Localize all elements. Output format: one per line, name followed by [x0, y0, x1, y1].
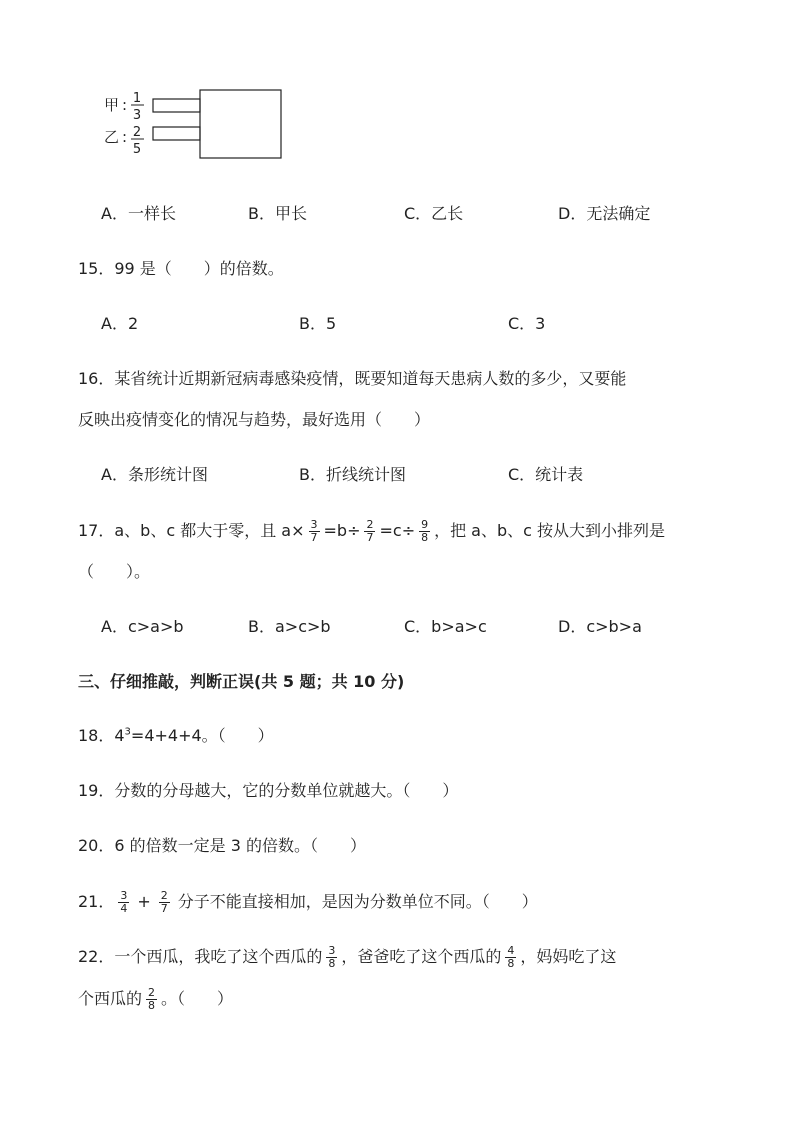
label-yi: 乙	[104, 128, 120, 146]
yi-numerator: 2	[132, 125, 142, 140]
q18-exponent: 3	[124, 726, 131, 738]
q17-part3: =c÷	[379, 521, 416, 540]
q22-line2-part1: 个西瓜的	[78, 989, 143, 1008]
q17-text-line2: （ ）。	[78, 562, 151, 581]
strip-jia	[153, 99, 200, 112]
q17-part2: =b÷	[323, 521, 361, 540]
q22-text-line2	[78, 987, 233, 1012]
q15-option-a[interactable]: A．2	[101, 314, 139, 333]
q22-fraction-2: $\frac{4}{8}$	[507, 944, 515, 970]
q15-option-c[interactable]: C．3	[508, 314, 546, 333]
section-3-heading: 三、仔细推敲，判断正误(共 5 题；共 10 分)	[78, 672, 405, 691]
q18-text	[78, 725, 274, 747]
q17-fraction-3: $\frac{9}{8}$	[421, 518, 429, 544]
strip-figure	[100, 86, 290, 162]
q17-option-c[interactable]: C．b>a>c	[404, 617, 487, 636]
q18-part2: =4+4+4。（ ）	[130, 726, 274, 745]
q21-fraction-1: $\frac{3}{4}$	[120, 889, 128, 915]
label-jia: 甲	[104, 96, 120, 114]
q18-part1: 18．4	[78, 726, 125, 745]
q22-part1: 22．一个西瓜，我吃了这个西瓜的	[78, 947, 323, 966]
yi-denominator: 5	[132, 142, 142, 157]
q17-part1: 17．a、b、c 都大于零，且 a×	[78, 521, 305, 540]
q16-text-line2: 反映出疫情变化的情况与趋势，最好选用（ ）	[78, 410, 431, 429]
q14-option-d[interactable]: D．无法确定	[558, 204, 651, 223]
q22-part2: ，爸爸吃了这个西瓜的	[341, 947, 502, 966]
q17-option-d[interactable]: D．c>b>a	[558, 617, 642, 636]
q16-option-b[interactable]: B．折线统计图	[299, 465, 406, 484]
strip-yi	[153, 127, 200, 140]
q14-option-c[interactable]: C．乙长	[404, 204, 464, 223]
colon-yi: :	[122, 128, 128, 146]
q16-option-a[interactable]: A．条形统计图	[101, 465, 208, 484]
jia-denominator: 3	[132, 108, 142, 123]
q15-text: 15．99 是（ ）的倍数。	[78, 259, 284, 278]
q21-part1: 21．	[78, 892, 115, 911]
q15-option-b[interactable]: B．5	[299, 314, 337, 333]
q19-text: 19．分数的分母越大，它的分数单位就越大。（ ）	[78, 781, 459, 800]
q17-option-b[interactable]: B．a>c>b	[248, 617, 331, 636]
q16-option-c[interactable]: C．统计表	[508, 465, 584, 484]
q22-fraction-1: $\frac{3}{8}$	[328, 944, 336, 970]
q14-option-b[interactable]: B．甲长	[248, 204, 307, 223]
q22-line2-part2: 。（ ）	[161, 989, 234, 1008]
q17-text-line1	[78, 519, 665, 544]
q22-fraction-3: $\frac{2}{8}$	[148, 986, 156, 1012]
q17-part4: ，把 a、b、c 按从大到小排列是	[434, 521, 666, 540]
q21-plus: +	[137, 892, 151, 911]
q21-fraction-2: $\frac{2}{7}$	[160, 889, 168, 915]
q17-fraction-2: $\frac{2}{7}$	[366, 518, 374, 544]
q17-option-a[interactable]: A．c>a>b	[101, 617, 184, 636]
q21-part2: 分子不能直接相加，是因为分数单位不同。（ ）	[177, 892, 538, 911]
jia-numerator: 1	[132, 91, 142, 106]
colon-jia: :	[122, 96, 128, 114]
q22-part3: ，妈妈吃了这	[520, 947, 617, 966]
q17-fraction-1: $\frac{3}{7}$	[310, 518, 318, 544]
q16-text-line1: 16．某省统计近期新冠病毒感染疫情，既要知道每天患病人数的多少，又要能	[78, 369, 627, 388]
square-box	[200, 90, 281, 158]
q14-option-a[interactable]: A．一样长	[101, 204, 176, 223]
q21-text	[78, 890, 538, 915]
q20-text: 20．6 的倍数一定是 3 的倍数。（ ）	[78, 836, 366, 855]
q22-text-line1	[78, 945, 616, 970]
